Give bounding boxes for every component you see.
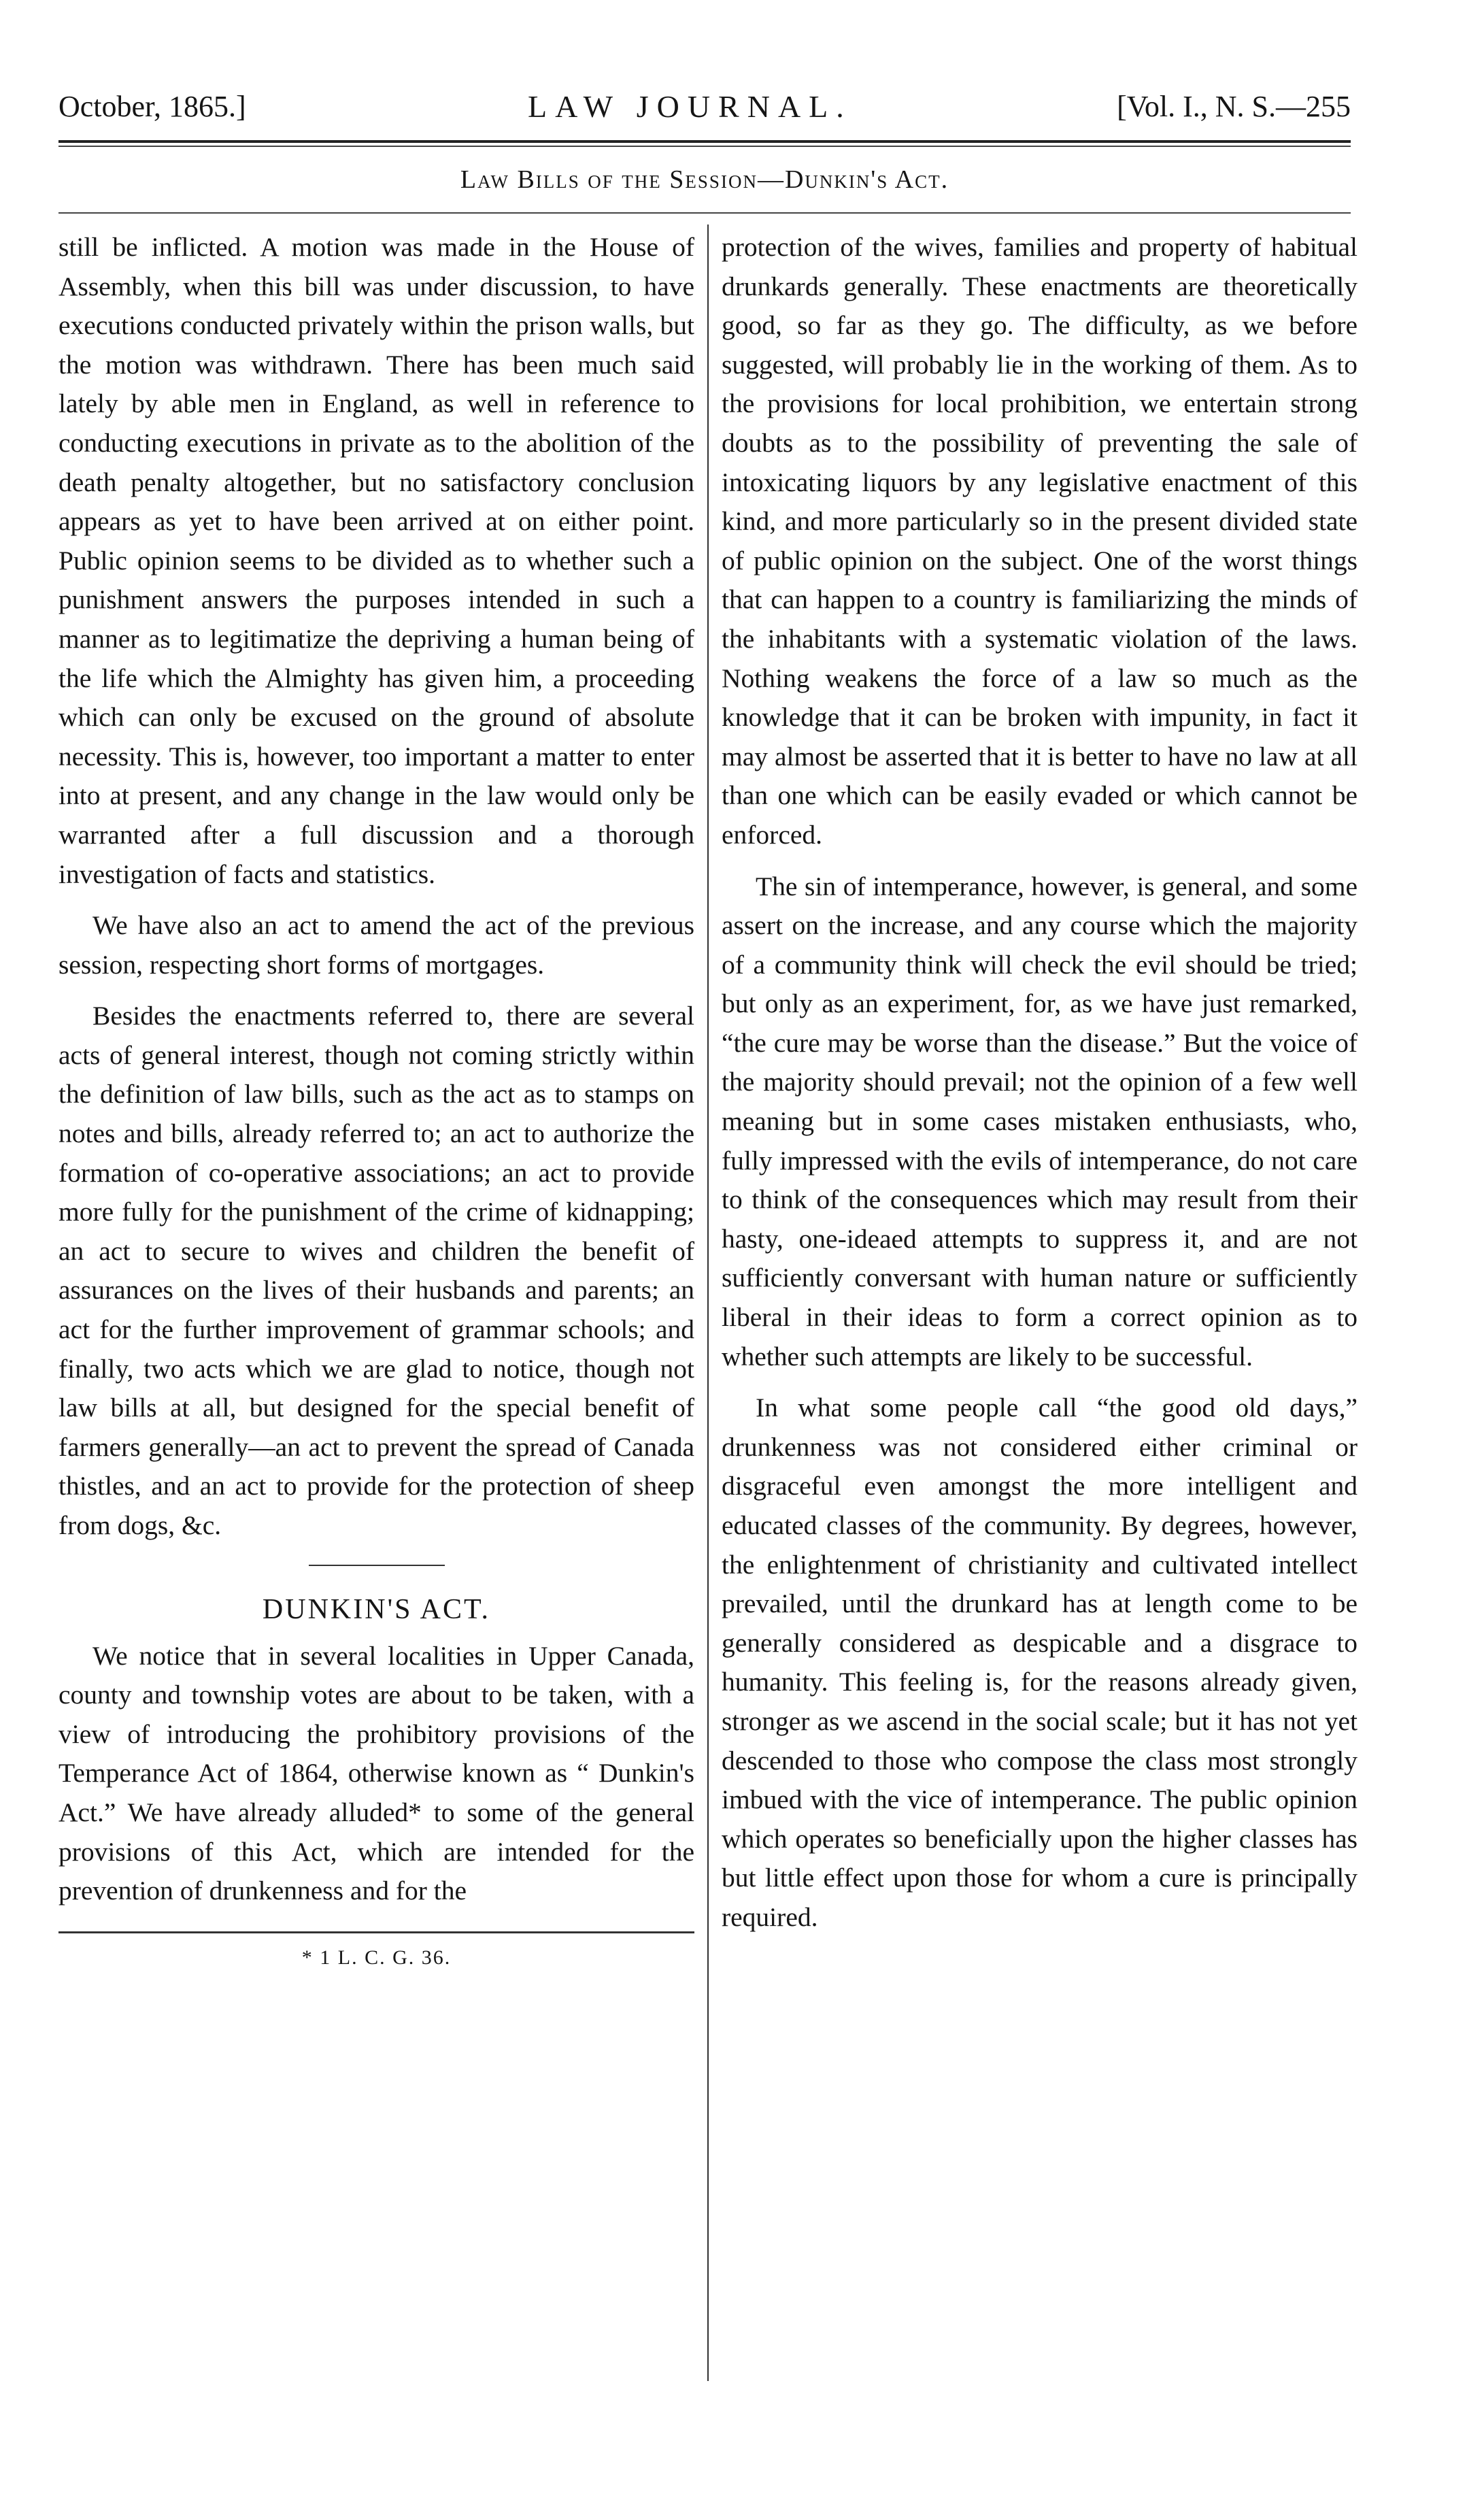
paragraph: The sin of intemperance, however, is general, and some assert on the increase, and any course which the majority of a community think will check the evil should be tried; but only as an experiment, for, as we have just remarked, “the cure may be worse than the disease.” But the voice of the majority should prevail; not the opinion of a few well meaning but in some cases mistaken enthusiasts, who, fully impressed with the evils of intemperance, do not care to think of the consequences which may result from their hasty, one-ideaed attempts to suppress it, and are not sufficiently conversant with human nature or sufficiently liberal in their ideas to form a correct opinion as to whether such attempts are likely to be successful. (722, 871, 1357, 1371)
left-column (58, 228, 694, 1973)
paragraph: In what some people call “the good old days,” drunkenness was not considered either criminal or disgraceful even amongst the more intelligent and educated classes of the community. By degrees, however, the enlightenment of christianity and cultivated intellect prevailed, until the drunkard has at length come to be generally considered as despicable and a disgrace to humanity. This feeling is, for the reasons already given, stronger as we ascend in the social scale; but it has not yet descended to those who compose the class most strongly imbued with the vice of intemperance. The public opinion which operates so beneficially upon the higher classes has but little effect upon those for whom a cure is principally required. (722, 1393, 1357, 1932)
column-divider (707, 224, 709, 2381)
section-divider (309, 1565, 445, 1566)
right-column (722, 228, 1357, 1937)
section-heading: Law Bills of the Session—Dunkin's Act. (460, 165, 949, 194)
paragraph: We have also an act to amend the act of the previous session, respecting short forms of mortgages. (58, 910, 694, 980)
paragraph: protection of the wives, families and property of habitual drunkards generally. These enactments are theoretically good, so far as they go. The difficulty, as we before suggested, will probably lie in the working of them. As to the provisions for local prohibition, we entertain strong doubts as to the possibility of preventing the sale of intoxicating liquors by any legislative enactment of this kind, and more particularly so in the present divided state of public opinion on the subject. One of the worst things that can happen to a country is familiarizing the minds of the inhabitants with a systematic violation of the laws. Nothing weakens the force of a law so much as the knowledge that it can be broken with impunity, in fact it may almost be asserted that it is better to have no law at all than one which can be easily evaded or which cannot be enforced. (722, 232, 1357, 850)
header-date: October, 1865.] (58, 90, 246, 123)
section-heading-rule (58, 212, 1351, 214)
article-title: DUNKIN'S ACT. (262, 1593, 491, 1625)
paragraph: still be inflicted. A motion was made in the House of Assembly, when this bill was under discussion, to have executions conducted privately within the prison walls, but the motion was withdrawn. There has been much said lately by able men in England, as well in reference to conducting executions in private as to the abolition of the death penalty altogether, but no satisfactory conclusion appears as yet to have been arrived at on either point. Public opinion seems to be divided as to whether such a punishment answers the purposes intended in such a manner as to legitimatize the depriving a human being of the life which the Almighty has given him, a proceeding which can only be excused on the ground of absolute necessity. This is, however, too important a matter to enter into at present, and any change in the law would only be warranted after a full discussion and a thorough investigation of facts and statistics. (58, 232, 694, 889)
volume-page-number: [Vol. I., N. S.—255 (1117, 90, 1351, 123)
paragraph: Besides the enactments referred to, there are several acts of general interest, though not coming strictly within the definition of law bills, such as the act as to stamps on notes and bills, already referred to; an act to authorize the formation of co-operative associations; an act to provide more fully for the punishment of the crime of kidnapping; an act to secure to wives and children the benefit of assurances on the lives of their husbands and parents; an act for the further improvement of grammar schools; and finally, two acts which we are glad to notice, though not law bills at all, but designed for the special benefit of farmers generally—an act to prevent the spread of Canada thistles, and an act to provide for the protection of sheep from dogs, &c. (58, 1001, 694, 1540)
journal-title: LAW JOURNAL. (528, 89, 852, 124)
running-header (58, 83, 1351, 131)
footnote-rule (58, 1931, 694, 1933)
journal-page (58, 0, 1357, 2513)
header-rule-top (58, 140, 1351, 143)
footnote: * 1 L. C. G. 36. (301, 1946, 452, 1969)
header-rule-bottom (58, 146, 1351, 147)
paragraph: We notice that in several localities in Upper Canada, county and township votes are about to be taken, with a view of introducing the prohibitory provisions of the Temperance Act of 1864, otherwise known as “ Dunkin's Act.” We have already alluded* to some of the general provisions of this Act, which are intended for the prevention of drunkenness and for the (58, 1640, 694, 1906)
